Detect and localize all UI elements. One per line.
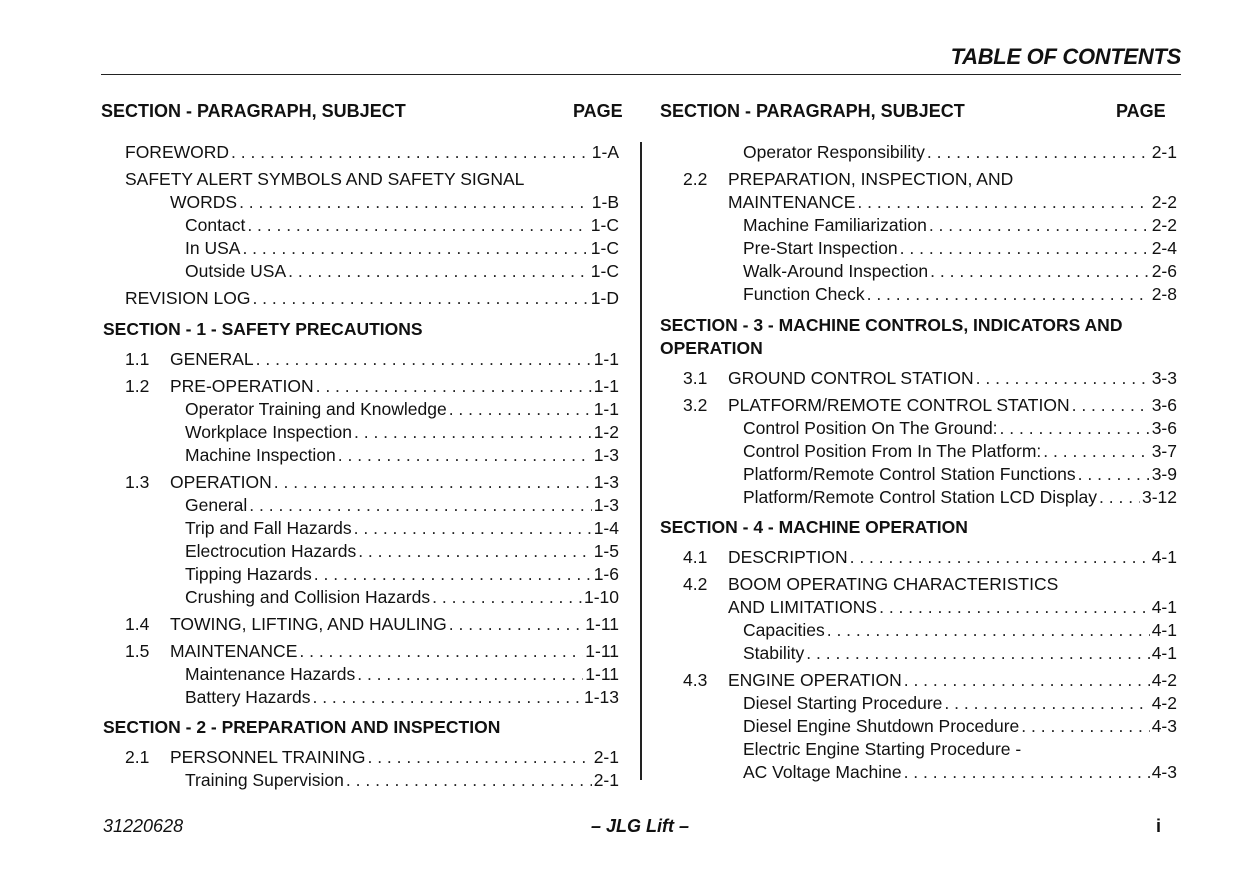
- toc-entry-towing[interactable]: [170, 614, 619, 635]
- leader-dots: [867, 284, 1150, 305]
- page-title: TABLE OF CONTENTS: [950, 44, 1181, 69]
- leader-dots: [358, 541, 592, 562]
- toc-entry-label: Trip and Fall Hazards: [185, 518, 352, 538]
- toc-entry-page: 4-1: [1151, 643, 1177, 663]
- footer-page-number: i: [1156, 816, 1162, 836]
- leader-dots: [944, 693, 1149, 714]
- toc-entry-label: Diesel Starting Procedure: [743, 693, 943, 713]
- leader-dots: [354, 422, 592, 443]
- toc-entry-page: 2-6: [1151, 261, 1177, 281]
- toc-entry-page: 4-3: [1151, 762, 1177, 782]
- toc-entry-number: 2.2: [683, 169, 708, 189]
- leader-dots: [314, 564, 592, 585]
- toc-entry-label: MAINTENANCE: [170, 641, 298, 661]
- toc-entry-number: 1.2: [125, 376, 150, 396]
- toc-entry-label: PERSONNEL TRAINING: [170, 747, 366, 767]
- toc-entry-stability[interactable]: [743, 643, 1177, 664]
- toc-entry-label: Workplace Inspection: [185, 422, 352, 442]
- toc-entry-label: Electrocution Hazards: [185, 541, 357, 561]
- toc-entry-page: 3-6: [1151, 418, 1177, 438]
- toc-entry-capacities[interactable]: [743, 620, 1177, 641]
- toc-entry-page: 1-4: [593, 518, 619, 538]
- leader-dots: [1099, 487, 1140, 508]
- toc-entry-page: 1-C: [590, 261, 619, 281]
- toc-entry-label: Crushing and Collision Hazards: [185, 587, 431, 607]
- toc-entry-label: OPERATION: [170, 472, 272, 492]
- toc-entry-boom-line1: [728, 574, 1058, 595]
- toc-entry-trip-fall[interactable]: [185, 518, 619, 539]
- toc-entry-label: Machine Familiarization: [743, 215, 927, 235]
- toc-entry-maintenance-hazards[interactable]: [185, 664, 619, 685]
- toc-entry-preparation-line2[interactable]: [728, 192, 1177, 213]
- toc-entry-label: Training Supervision: [185, 770, 344, 790]
- leader-dots: [242, 238, 588, 259]
- toc-entry-general[interactable]: [170, 349, 619, 370]
- leader-dots: [1072, 395, 1150, 416]
- toc-entry-label: Maintenance Hazards: [185, 664, 356, 684]
- toc-entry-page: 2-8: [1151, 284, 1177, 304]
- toc-entry-page: 1-D: [590, 288, 619, 308]
- toc-entry-label: Tipping Hazards: [185, 564, 312, 584]
- leader-dots: [338, 445, 592, 466]
- footer-doc-number: 31220628: [103, 816, 184, 836]
- toc-entry-page: 4-1: [1151, 597, 1177, 617]
- left-page-header: PAGE: [573, 101, 623, 121]
- toc-entry-tipping[interactable]: [185, 564, 619, 585]
- toc-entry-label: ENGINE OPERATION: [728, 670, 902, 690]
- leader-dots: [930, 261, 1150, 282]
- section-1-heading[interactable]: SECTION - 1 - SAFETY PRECAUTIONS: [103, 319, 423, 339]
- toc-entry-control-platform[interactable]: [743, 441, 1177, 462]
- leader-dots: [288, 261, 589, 282]
- leader-dots: [247, 215, 588, 236]
- toc-entry-crushing[interactable]: [185, 587, 619, 608]
- toc-entry-page: 1-1: [593, 349, 619, 369]
- leader-dots: [827, 620, 1150, 641]
- toc-entry-label: Capacities: [743, 620, 825, 640]
- toc-entry-number: 4.3: [683, 670, 708, 690]
- toc-entry-label: Electric Engine Starting Procedure -: [743, 739, 1022, 759]
- leader-dots: [312, 687, 582, 708]
- toc-entry-label: PRE-OPERATION: [170, 376, 314, 396]
- toc-entry-operator-responsibility[interactable]: [743, 142, 1177, 163]
- leader-dots: [239, 192, 590, 213]
- leader-dots: [346, 770, 592, 791]
- toc-entry-operation[interactable]: [170, 472, 619, 493]
- toc-entry-label: Operator Responsibility: [743, 142, 925, 162]
- toc-entry-label: TOWING, LIFTING, AND HAULING: [170, 614, 447, 634]
- toc-entry-machine-familiarization[interactable]: [743, 215, 1177, 236]
- leader-dots: [1021, 716, 1149, 737]
- leader-dots: [1000, 418, 1150, 439]
- toc-entry-electrocution[interactable]: [185, 541, 619, 562]
- toc-entry-preparation-line1: [728, 169, 1013, 190]
- toc-entry-page: 1-11: [585, 641, 619, 661]
- toc-entry-workplace-inspection[interactable]: [185, 422, 619, 443]
- toc-entry-control-ground[interactable]: [743, 418, 1177, 439]
- leader-dots: [316, 376, 592, 397]
- toc-entry-page: 3-6: [1151, 395, 1177, 415]
- toc-entry-walk-around[interactable]: [743, 261, 1177, 282]
- toc-entry-label: Pre-Start Inspection: [743, 238, 898, 258]
- toc-entry-ac-voltage[interactable]: [743, 762, 1177, 783]
- toc-entry-label: PREPARATION, INSPECTION, AND: [728, 169, 1014, 189]
- toc-entry-label: PLATFORM/REMOTE CONTROL STATION: [728, 395, 1070, 415]
- section-3-heading-line2[interactable]: OPERATION: [660, 338, 763, 358]
- toc-entry-safety-alert-words[interactable]: [170, 192, 619, 213]
- toc-entry-description[interactable]: [728, 547, 1177, 568]
- leader-dots: [900, 238, 1150, 259]
- toc-entry-number: 2.1: [125, 747, 150, 767]
- toc-entry-page: 3-3: [1151, 368, 1177, 388]
- header-rule: [101, 74, 1181, 75]
- leader-dots: [274, 472, 592, 493]
- toc-entry-page: 1-3: [593, 445, 619, 465]
- toc-entry-label: AC Voltage Machine: [743, 762, 902, 782]
- toc-entry-safety-alert-line1: [125, 169, 524, 190]
- toc-entry-label: Operator Training and Knowledge: [185, 399, 447, 419]
- leader-dots: [927, 142, 1150, 163]
- leader-dots: [449, 614, 583, 635]
- leader-dots: [904, 670, 1150, 691]
- toc-entry-personnel-training[interactable]: [170, 747, 619, 768]
- toc-entry-page: 2-4: [1151, 238, 1177, 258]
- toc-entry-label: Walk-Around Inspection: [743, 261, 929, 281]
- leader-dots: [252, 288, 588, 309]
- toc-entry-page: 1-1: [593, 399, 619, 419]
- toc-entry-label: AND LIMITATIONS: [728, 597, 878, 617]
- toc-entry-operator-training[interactable]: [185, 399, 619, 420]
- toc-entry-pre-operation[interactable]: [170, 376, 619, 397]
- leader-dots: [256, 349, 592, 370]
- toc-entry-label: BOOM OPERATING CHARACTERISTICS: [728, 574, 1059, 594]
- toc-entry-label: Platform/Remote Control Station LCD Display: [743, 487, 1098, 507]
- toc-entry-machine-inspection[interactable]: [185, 445, 619, 466]
- toc-entry-station-functions[interactable]: [743, 464, 1177, 485]
- toc-entry-platform-remote[interactable]: [728, 395, 1177, 416]
- toc-entry-page: 1-C: [590, 238, 619, 258]
- toc-entry-page: 1-10: [583, 587, 619, 607]
- toc-entry-page: 4-2: [1151, 693, 1177, 713]
- toc-entry-function-check[interactable]: [743, 284, 1177, 305]
- toc-entry-page: 1-6: [593, 564, 619, 584]
- toc-entry-boom-line2[interactable]: [728, 597, 1177, 618]
- toc-entry-label: WORDS: [170, 192, 238, 212]
- toc-entry-label: Function Check: [743, 284, 865, 304]
- toc-entry-diesel-start[interactable]: [743, 693, 1177, 714]
- leader-dots: [357, 664, 583, 685]
- toc-entry-page: 1-5: [593, 541, 619, 561]
- leader-dots: [806, 643, 1149, 664]
- toc-entry-page: 1-C: [590, 215, 619, 235]
- toc-entry-page: 1-2: [593, 422, 619, 442]
- right-subject-header: SECTION - PARAGRAPH, SUBJECT: [660, 101, 965, 121]
- toc-entry-page: 2-2: [1151, 215, 1177, 235]
- toc-entry-label: DESCRIPTION: [728, 547, 848, 567]
- right-page-header: PAGE: [1116, 101, 1166, 121]
- leader-dots: [1043, 441, 1149, 462]
- toc-entry-revision-log[interactable]: [125, 288, 619, 309]
- toc-entry-general-sub[interactable]: [185, 495, 619, 516]
- toc-entry-page: 4-3: [1151, 716, 1177, 736]
- toc-entry-label: In USA: [185, 238, 241, 258]
- toc-entry-outside-usa[interactable]: [185, 261, 619, 282]
- toc-entry-page: 3-7: [1151, 441, 1177, 461]
- toc-entry-number: 1.1: [125, 349, 150, 369]
- leader-dots: [449, 399, 592, 420]
- toc-entry-label: GROUND CONTROL STATION: [728, 368, 974, 388]
- section-4-heading[interactable]: SECTION - 4 - MACHINE OPERATION: [660, 517, 968, 537]
- toc-entry-label: General: [185, 495, 248, 515]
- leader-dots: [432, 587, 582, 608]
- toc-entry-electric-start-line1: [743, 739, 1021, 760]
- toc-entry-page: 2-2: [1151, 192, 1177, 212]
- toc-entry-page: 3-9: [1151, 464, 1177, 484]
- toc-entry-number: 3.2: [683, 395, 708, 415]
- toc-entry-page: 4-2: [1151, 670, 1177, 690]
- toc-entry-page: 1-13: [583, 687, 619, 707]
- toc-entry-number: 1.5: [125, 641, 150, 661]
- toc-entry-page: 4-1: [1151, 547, 1177, 567]
- toc-entry-label: REVISION LOG: [125, 288, 251, 308]
- toc-entry-page: 2-1: [593, 747, 619, 767]
- toc-entry-number: 4.1: [683, 547, 708, 567]
- toc-entry-label: Platform/Remote Control Station Functions: [743, 464, 1076, 484]
- leader-dots: [857, 192, 1149, 213]
- toc-entry-page: 1-3: [593, 495, 619, 515]
- leader-dots: [231, 142, 590, 163]
- toc-entry-page: 1-3: [593, 472, 619, 492]
- toc-entry-ground-control[interactable]: [728, 368, 1177, 389]
- toc-entry-in-usa[interactable]: [185, 238, 619, 259]
- toc-entry-contact[interactable]: [185, 215, 619, 236]
- toc-entry-page: 1-1: [593, 376, 619, 396]
- toc-entry-number: 3.1: [683, 368, 708, 388]
- toc-entry-label: Diesel Engine Shutdown Procedure: [743, 716, 1020, 736]
- left-subject-header: SECTION - PARAGRAPH, SUBJECT: [101, 101, 406, 121]
- leader-dots: [1078, 464, 1150, 485]
- toc-entry-page: 1-A: [591, 142, 619, 162]
- toc-entry-page: 4-1: [1151, 620, 1177, 640]
- toc-entry-label: Control Position On The Ground:: [743, 418, 998, 438]
- toc-entry-label: Control Position From In The Platform:: [743, 441, 1042, 461]
- toc-entry-foreword[interactable]: [125, 142, 619, 163]
- toc-entry-battery-hazards[interactable]: [185, 687, 619, 708]
- toc-entry-diesel-shutdown[interactable]: [743, 716, 1177, 737]
- toc-entry-page: 1-11: [585, 614, 619, 634]
- toc-entry-number: 4.2: [683, 574, 708, 594]
- toc-entry-page: 1-11: [585, 664, 619, 684]
- toc-entry-label: Battery Hazards: [185, 687, 311, 707]
- section-2-heading[interactable]: SECTION - 2 - PREPARATION AND INSPECTION: [103, 717, 501, 737]
- toc-entry-number: 1.4: [125, 614, 150, 634]
- toc-entry-label: Stability: [743, 643, 805, 663]
- leader-dots: [904, 762, 1150, 783]
- leader-dots: [976, 368, 1150, 389]
- toc-entry-lcd-display[interactable]: [743, 487, 1177, 508]
- toc-entry-training-supervision[interactable]: [185, 770, 619, 791]
- toc-entry-page: 2-1: [593, 770, 619, 790]
- footer-brand: – JLG Lift –: [591, 816, 690, 836]
- toc-entry-label: Machine Inspection: [185, 445, 336, 465]
- toc-entry-number: 1.3: [125, 472, 150, 492]
- toc-entry-label: SAFETY ALERT SYMBOLS AND SAFETY SIGNAL: [125, 169, 525, 189]
- toc-entry-page: 3-12: [1141, 487, 1177, 507]
- leader-dots: [354, 518, 592, 539]
- column-divider: [640, 142, 642, 780]
- toc-entry-engine-operation[interactable]: [728, 670, 1177, 691]
- leader-dots: [850, 547, 1150, 568]
- leader-dots: [879, 597, 1150, 618]
- toc-entry-page: 1-B: [591, 192, 619, 212]
- toc-entry-page: 2-1: [1151, 142, 1177, 162]
- toc-entry-label: GENERAL: [170, 349, 254, 369]
- toc-entry-pre-start[interactable]: [743, 238, 1177, 259]
- toc-entry-label: Contact: [185, 215, 246, 235]
- leader-dots: [249, 495, 591, 516]
- toc-entry-label: Outside USA: [185, 261, 287, 281]
- section-3-heading-line1[interactable]: SECTION - 3 - MACHINE CONTROLS, INDICATORS AND: [660, 315, 1123, 335]
- leader-dots: [929, 215, 1150, 236]
- leader-dots: [367, 747, 591, 768]
- leader-dots: [299, 641, 583, 662]
- toc-entry-label: MAINTENANCE: [728, 192, 856, 212]
- toc-entry-maintenance[interactable]: [170, 641, 619, 662]
- toc-entry-label: FOREWORD: [125, 142, 230, 162]
